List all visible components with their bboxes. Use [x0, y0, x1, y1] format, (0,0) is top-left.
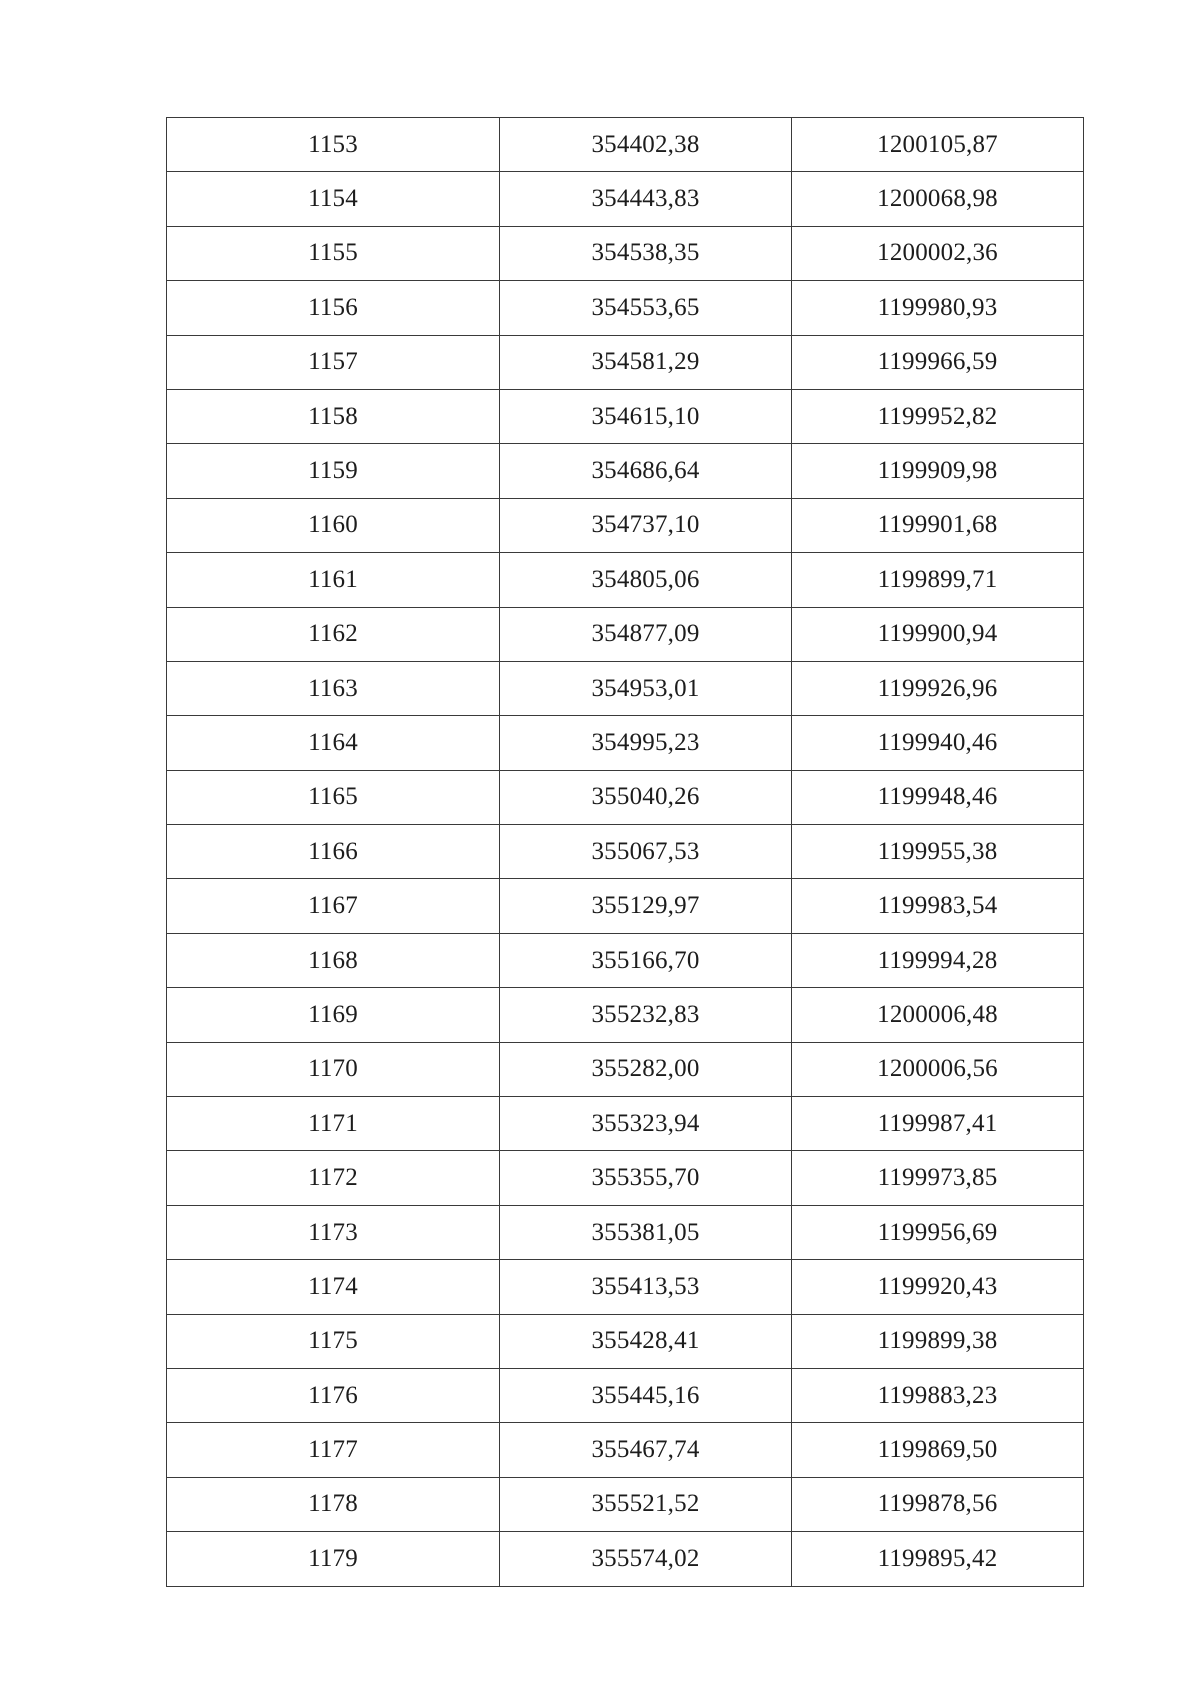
y-coordinate-cell: 1199883,23	[792, 1368, 1084, 1422]
table-row	[167, 444, 1084, 498]
y-coordinate-cell: 1199948,46	[792, 770, 1084, 824]
x-coordinate-cell: 355232,83	[500, 988, 792, 1042]
table-row	[167, 1042, 1084, 1096]
x-coordinate-cell: 354443,83	[500, 172, 792, 226]
table-row	[167, 661, 1084, 715]
y-coordinate-cell: 1199869,50	[792, 1423, 1084, 1477]
table-row	[167, 988, 1084, 1042]
table-row	[167, 335, 1084, 389]
point-number-cell: 1172	[167, 1151, 500, 1205]
point-number-cell: 1154	[167, 172, 500, 226]
point-number-cell: 1176	[167, 1368, 500, 1422]
y-coordinate-cell: 1199920,43	[792, 1260, 1084, 1314]
point-number-cell: 1164	[167, 716, 500, 770]
coordinates-table	[166, 117, 1084, 1587]
x-coordinate-cell: 354686,64	[500, 444, 792, 498]
y-coordinate-cell: 1199899,71	[792, 553, 1084, 607]
x-coordinate-cell: 354737,10	[500, 498, 792, 552]
x-coordinate-cell: 355323,94	[500, 1097, 792, 1151]
point-number-cell: 1170	[167, 1042, 500, 1096]
point-number-cell: 1161	[167, 553, 500, 607]
point-number-cell: 1171	[167, 1097, 500, 1151]
point-number-cell: 1155	[167, 226, 500, 280]
table-row	[167, 1260, 1084, 1314]
table-row	[167, 716, 1084, 770]
y-coordinate-cell: 1199983,54	[792, 879, 1084, 933]
y-coordinate-cell: 1200006,56	[792, 1042, 1084, 1096]
point-number-cell: 1166	[167, 825, 500, 879]
y-coordinate-cell: 1199994,28	[792, 933, 1084, 987]
y-coordinate-cell: 1199952,82	[792, 389, 1084, 443]
y-coordinate-cell: 1199956,69	[792, 1205, 1084, 1259]
x-coordinate-cell: 354953,01	[500, 661, 792, 715]
x-coordinate-cell: 355040,26	[500, 770, 792, 824]
point-number-cell: 1153	[167, 118, 500, 172]
x-coordinate-cell: 355282,00	[500, 1042, 792, 1096]
table-row	[167, 1097, 1084, 1151]
x-coordinate-cell: 355574,02	[500, 1532, 792, 1586]
y-coordinate-cell: 1199926,96	[792, 661, 1084, 715]
point-number-cell: 1158	[167, 389, 500, 443]
point-number-cell: 1157	[167, 335, 500, 389]
point-number-cell: 1165	[167, 770, 500, 824]
point-number-cell: 1178	[167, 1477, 500, 1531]
y-coordinate-cell: 1199940,46	[792, 716, 1084, 770]
y-coordinate-cell: 1200068,98	[792, 172, 1084, 226]
x-coordinate-cell: 354995,23	[500, 716, 792, 770]
table-row	[167, 879, 1084, 933]
point-number-cell: 1160	[167, 498, 500, 552]
table-row	[167, 1151, 1084, 1205]
table-row	[167, 607, 1084, 661]
x-coordinate-cell: 354402,38	[500, 118, 792, 172]
y-coordinate-cell: 1199895,42	[792, 1532, 1084, 1586]
x-coordinate-cell: 354805,06	[500, 553, 792, 607]
y-coordinate-cell: 1200002,36	[792, 226, 1084, 280]
table-row	[167, 825, 1084, 879]
table-row	[167, 1423, 1084, 1477]
point-number-cell: 1159	[167, 444, 500, 498]
point-number-cell: 1169	[167, 988, 500, 1042]
point-number-cell: 1162	[167, 607, 500, 661]
table-row	[167, 498, 1084, 552]
table-row	[167, 1205, 1084, 1259]
table-row	[167, 1314, 1084, 1368]
x-coordinate-cell: 354538,35	[500, 226, 792, 280]
y-coordinate-cell: 1200105,87	[792, 118, 1084, 172]
point-number-cell: 1177	[167, 1423, 500, 1477]
y-coordinate-cell: 1199973,85	[792, 1151, 1084, 1205]
table-row	[167, 281, 1084, 335]
y-coordinate-cell: 1199987,41	[792, 1097, 1084, 1151]
table-row	[167, 118, 1084, 172]
x-coordinate-cell: 355129,97	[500, 879, 792, 933]
y-coordinate-cell: 1199909,98	[792, 444, 1084, 498]
point-number-cell: 1179	[167, 1532, 500, 1586]
table-body	[167, 118, 1084, 1587]
table-row	[167, 389, 1084, 443]
x-coordinate-cell: 354877,09	[500, 607, 792, 661]
point-number-cell: 1167	[167, 879, 500, 933]
x-coordinate-cell: 355521,52	[500, 1477, 792, 1531]
x-coordinate-cell: 355381,05	[500, 1205, 792, 1259]
y-coordinate-cell: 1199878,56	[792, 1477, 1084, 1531]
table-row	[167, 1532, 1084, 1586]
point-number-cell: 1173	[167, 1205, 500, 1259]
point-number-cell: 1175	[167, 1314, 500, 1368]
x-coordinate-cell: 355467,74	[500, 1423, 792, 1477]
x-coordinate-cell: 354615,10	[500, 389, 792, 443]
table-row	[167, 553, 1084, 607]
x-coordinate-cell: 355355,70	[500, 1151, 792, 1205]
y-coordinate-cell: 1200006,48	[792, 988, 1084, 1042]
table-row	[167, 172, 1084, 226]
x-coordinate-cell: 355166,70	[500, 933, 792, 987]
point-number-cell: 1168	[167, 933, 500, 987]
point-number-cell: 1163	[167, 661, 500, 715]
y-coordinate-cell: 1199901,68	[792, 498, 1084, 552]
x-coordinate-cell: 355413,53	[500, 1260, 792, 1314]
point-number-cell: 1156	[167, 281, 500, 335]
x-coordinate-cell: 355445,16	[500, 1368, 792, 1422]
table-row	[167, 226, 1084, 280]
y-coordinate-cell: 1199966,59	[792, 335, 1084, 389]
x-coordinate-cell: 354581,29	[500, 335, 792, 389]
y-coordinate-cell: 1199900,94	[792, 607, 1084, 661]
table-row	[167, 1477, 1084, 1531]
x-coordinate-cell: 355067,53	[500, 825, 792, 879]
table-row	[167, 1368, 1084, 1422]
x-coordinate-cell: 355428,41	[500, 1314, 792, 1368]
table-row	[167, 933, 1084, 987]
y-coordinate-cell: 1199980,93	[792, 281, 1084, 335]
point-number-cell: 1174	[167, 1260, 500, 1314]
x-coordinate-cell: 354553,65	[500, 281, 792, 335]
y-coordinate-cell: 1199899,38	[792, 1314, 1084, 1368]
y-coordinate-cell: 1199955,38	[792, 825, 1084, 879]
table-row	[167, 770, 1084, 824]
